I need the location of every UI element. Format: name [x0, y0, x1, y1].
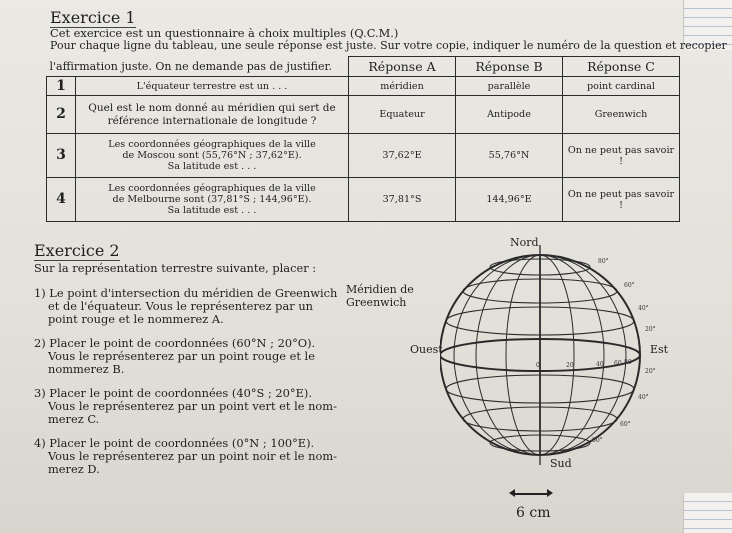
- ex2-item-3: 3) Placer le point de coordonnées (40°S ; 20°E). Vous le représenterez par un point vert et le nom- merez C.: [34, 386, 337, 426]
- ex1-title: Exercice 1: [50, 8, 136, 27]
- qcm-table: [46, 56, 680, 222]
- qcm-row: [47, 77, 680, 96]
- ex1-intro-line2: Pour chaque ligne du tableau, une seule réponse est juste. Sur votre copie, indiquer le numéro de la question et recopier: [50, 39, 727, 52]
- north-label: Nord: [510, 236, 539, 249]
- question-number: 3: [47, 134, 76, 178]
- answer-b: parallèle: [456, 77, 563, 96]
- qcm-row: [47, 178, 680, 222]
- qcm-row: [47, 134, 680, 178]
- question-number: 2: [47, 96, 76, 134]
- globe-diagram: [440, 245, 670, 465]
- answer-a: méridien: [349, 77, 456, 96]
- question-number: 4: [47, 178, 76, 222]
- answer-a: Equateur: [349, 96, 456, 134]
- adjacent-page-bottom: [683, 493, 732, 533]
- scale-bar: [515, 493, 547, 495]
- west-label: Ouest: [410, 343, 443, 356]
- answer-c: On ne peut pas savoir !: [563, 134, 680, 178]
- qcm-header-row: [47, 57, 680, 77]
- question-text: Les coordonnées géographiques de la ville de Melbourne sont (37,81°S ; 144,96°E). Sa latitude est . . .: [76, 178, 349, 222]
- ex1-intro-line3: l'affirmation juste. On ne demande pas de justifier.: [47, 57, 349, 77]
- ex2-title: Exercice 2: [34, 241, 120, 260]
- header-reponse-b: Réponse B: [456, 57, 563, 77]
- answer-b: 144,96°E: [456, 178, 563, 222]
- ex1-intro-line1: Cet exercice est un questionnaire à choix multiples (Q.C.M.): [50, 26, 399, 40]
- ex2-item-1: 1) Le point d'intersection du méridien de Greenwich et de l'équateur. Vous le représenterez par un point rouge et le nommerez A.: [34, 286, 338, 326]
- answer-a: 37,81°S: [349, 178, 456, 222]
- answer-c: On ne peut pas savoir !: [563, 178, 680, 222]
- qcm-row: [47, 96, 680, 134]
- greenwich-label: Méridien de Greenwich: [346, 283, 414, 309]
- question-text: Quel est le nom donné au méridien qui sert de référence internationale de longitude ?: [76, 96, 349, 134]
- question-number: 1: [47, 77, 76, 96]
- answer-a: 37,62°E: [349, 134, 456, 178]
- east-label: Est: [650, 343, 669, 356]
- ex2-item-4: 4) Placer le point de coordonnées (0°N ; 100°E). Vous le représenterez par un point noir et le nom- merez D.: [34, 436, 338, 476]
- header-reponse-c: Réponse C: [563, 57, 680, 77]
- ex2-item-2: 2) Placer le point de coordonnées (60°N ; 20°O). Vous le représenterez par un point rouge et le nommerez B.: [34, 336, 316, 376]
- ex2-intro: Sur la représentation terrestre suivante, placer :: [34, 261, 317, 275]
- south-label: Sud: [550, 457, 572, 470]
- question-text: L'équateur terrestre est un . . .: [76, 77, 349, 96]
- answer-b: 55,76°N: [456, 134, 563, 178]
- scale-label: 6 cm: [516, 505, 551, 521]
- header-reponse-a: Réponse A: [349, 57, 456, 77]
- answer-c: Greenwich: [563, 96, 680, 134]
- answer-b: Antipode: [456, 96, 563, 134]
- answer-c: point cardinal: [563, 77, 680, 96]
- question-text: Les coordonnées géographiques de la ville de Moscou sont (55,76°N ; 37,62°E). Sa latitude est . . .: [76, 134, 349, 178]
